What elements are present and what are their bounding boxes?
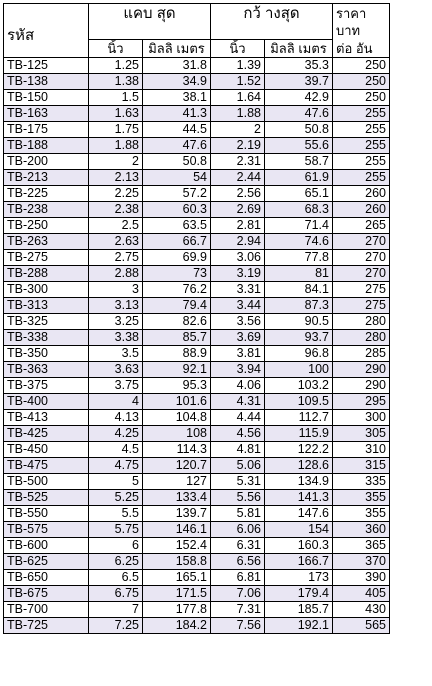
cell-price: 290	[333, 362, 390, 378]
cell-narrow-inch: 1.75	[89, 122, 143, 138]
cell-wide-mm: 103.2	[265, 378, 333, 394]
table-row	[4, 138, 390, 154]
cell-narrow-mm: 95.3	[143, 378, 211, 394]
cell-code: TB-375	[4, 378, 89, 394]
cell-narrow-mm: 165.1	[143, 570, 211, 586]
header-widest: กว้ างสุด	[211, 4, 333, 40]
cell-wide-inch: 7.56	[211, 618, 265, 634]
cell-code: TB-125	[4, 58, 89, 74]
cell-narrow-mm: 63.5	[143, 218, 211, 234]
cell-narrow-mm: 31.8	[143, 58, 211, 74]
table-row	[4, 106, 390, 122]
cell-narrow-inch: 6	[89, 538, 143, 554]
cell-wide-mm: 134.9	[265, 474, 333, 490]
header-wide-inch: นิ้ว	[211, 40, 265, 58]
cell-wide-mm: 68.3	[265, 202, 333, 218]
cell-wide-inch: 4.81	[211, 442, 265, 458]
header-price	[333, 4, 390, 40]
header-code: รหัส	[4, 4, 89, 58]
cell-code: TB-213	[4, 170, 89, 186]
table-row	[4, 394, 390, 410]
table-row	[4, 234, 390, 250]
table-row	[4, 602, 390, 618]
cell-wide-mm: 61.9	[265, 170, 333, 186]
cell-wide-inch: 3.31	[211, 282, 265, 298]
table-row	[4, 202, 390, 218]
cell-code: TB-238	[4, 202, 89, 218]
cell-code: TB-275	[4, 250, 89, 266]
cell-wide-inch: 5.06	[211, 458, 265, 474]
cell-wide-mm: 115.9	[265, 426, 333, 442]
cell-code: TB-363	[4, 362, 89, 378]
cell-narrow-inch: 6.75	[89, 586, 143, 602]
cell-price: 255	[333, 138, 390, 154]
header-wide-mm: มิลลิ เมตร	[265, 40, 333, 58]
cell-price: 390	[333, 570, 390, 586]
cell-price: 260	[333, 186, 390, 202]
cell-code: TB-250	[4, 218, 89, 234]
cell-price: 255	[333, 122, 390, 138]
cell-wide-inch: 1.64	[211, 90, 265, 106]
cell-wide-inch: 1.52	[211, 74, 265, 90]
cell-code: TB-525	[4, 490, 89, 506]
cell-narrow-mm: 44.5	[143, 122, 211, 138]
cell-narrow-mm: 57.2	[143, 186, 211, 202]
cell-narrow-mm: 120.7	[143, 458, 211, 474]
cell-price: 250	[333, 74, 390, 90]
cell-narrow-inch: 3.5	[89, 346, 143, 362]
cell-wide-mm: 112.7	[265, 410, 333, 426]
cell-wide-inch: 2.31	[211, 154, 265, 170]
cell-wide-inch: 7.06	[211, 586, 265, 602]
table-row	[4, 170, 390, 186]
cell-price: 405	[333, 586, 390, 602]
cell-wide-mm: 147.6	[265, 506, 333, 522]
cell-wide-mm: 122.2	[265, 442, 333, 458]
cell-wide-mm: 141.3	[265, 490, 333, 506]
cell-price: 255	[333, 106, 390, 122]
cell-narrow-mm: 114.3	[143, 442, 211, 458]
cell-code: TB-225	[4, 186, 89, 202]
table-row	[4, 506, 390, 522]
cell-narrow-mm: 69.9	[143, 250, 211, 266]
cell-code: TB-338	[4, 330, 89, 346]
table-row	[4, 282, 390, 298]
cell-narrow-mm: 76.2	[143, 282, 211, 298]
table-row	[4, 58, 390, 74]
cell-price: 300	[333, 410, 390, 426]
cell-wide-mm: 42.9	[265, 90, 333, 106]
cell-price: 280	[333, 330, 390, 346]
table-row	[4, 570, 390, 586]
cell-narrow-inch: 2.75	[89, 250, 143, 266]
cell-wide-mm: 128.6	[265, 458, 333, 474]
cell-narrow-mm: 60.3	[143, 202, 211, 218]
cell-wide-inch: 2.69	[211, 202, 265, 218]
cell-wide-mm: 71.4	[265, 218, 333, 234]
table-row	[4, 250, 390, 266]
cell-wide-inch: 6.31	[211, 538, 265, 554]
cell-narrow-inch: 3.63	[89, 362, 143, 378]
cell-narrow-inch: 3.13	[89, 298, 143, 314]
cell-narrow-mm: 171.5	[143, 586, 211, 602]
cell-wide-inch: 4.56	[211, 426, 265, 442]
cell-price: 265	[333, 218, 390, 234]
cell-wide-mm: 96.8	[265, 346, 333, 362]
table-row	[4, 538, 390, 554]
cell-price: 260	[333, 202, 390, 218]
cell-narrow-inch: 2.88	[89, 266, 143, 282]
cell-wide-mm: 109.5	[265, 394, 333, 410]
cell-narrow-inch: 1.5	[89, 90, 143, 106]
cell-wide-mm: 192.1	[265, 618, 333, 634]
cell-wide-mm: 39.7	[265, 74, 333, 90]
cell-wide-inch: 3.81	[211, 346, 265, 362]
cell-price: 430	[333, 602, 390, 618]
cell-price: 255	[333, 154, 390, 170]
table-row	[4, 554, 390, 570]
cell-wide-inch: 4.06	[211, 378, 265, 394]
cell-narrow-inch: 5	[89, 474, 143, 490]
cell-narrow-mm: 73	[143, 266, 211, 282]
cell-wide-inch: 3.56	[211, 314, 265, 330]
cell-wide-mm: 179.4	[265, 586, 333, 602]
cell-narrow-mm: 41.3	[143, 106, 211, 122]
cell-narrow-inch: 1.63	[89, 106, 143, 122]
cell-wide-inch: 6.81	[211, 570, 265, 586]
cell-code: TB-500	[4, 474, 89, 490]
cell-code: TB-163	[4, 106, 89, 122]
table-row	[4, 122, 390, 138]
cell-code: TB-425	[4, 426, 89, 442]
cell-wide-mm: 84.1	[265, 282, 333, 298]
cell-wide-inch: 6.06	[211, 522, 265, 538]
cell-code: TB-450	[4, 442, 89, 458]
cell-wide-mm: 100	[265, 362, 333, 378]
cell-wide-mm: 93.7	[265, 330, 333, 346]
cell-narrow-inch: 2.13	[89, 170, 143, 186]
table-row	[4, 490, 390, 506]
cell-narrow-inch: 6.5	[89, 570, 143, 586]
table-row	[4, 266, 390, 282]
cell-price: 355	[333, 490, 390, 506]
cell-price: 270	[333, 234, 390, 250]
cell-wide-mm: 185.7	[265, 602, 333, 618]
cell-narrow-inch: 1.38	[89, 74, 143, 90]
table-row	[4, 410, 390, 426]
cell-narrow-mm: 133.4	[143, 490, 211, 506]
cell-wide-inch: 1.88	[211, 106, 265, 122]
cell-narrow-inch: 1.25	[89, 58, 143, 74]
header-narrow-mm: มิลลิ เมตร	[143, 40, 211, 58]
cell-wide-inch: 5.31	[211, 474, 265, 490]
cell-wide-inch: 3.06	[211, 250, 265, 266]
table-row	[4, 314, 390, 330]
table-row	[4, 186, 390, 202]
cell-price: 295	[333, 394, 390, 410]
cell-narrow-inch: 2	[89, 154, 143, 170]
cell-code: TB-188	[4, 138, 89, 154]
cell-narrow-inch: 2.25	[89, 186, 143, 202]
cell-wide-mm: 166.7	[265, 554, 333, 570]
cell-wide-mm: 160.3	[265, 538, 333, 554]
cell-narrow-mm: 88.9	[143, 346, 211, 362]
cell-narrow-mm: 47.6	[143, 138, 211, 154]
cell-wide-mm: 87.3	[265, 298, 333, 314]
cell-wide-inch: 3.19	[211, 266, 265, 282]
cell-wide-inch: 5.81	[211, 506, 265, 522]
cell-wide-mm: 74.6	[265, 234, 333, 250]
header-price-line3: ต่อ อัน	[333, 40, 390, 58]
cell-wide-mm: 58.7	[265, 154, 333, 170]
price-table-container	[3, 3, 390, 634]
cell-price: 315	[333, 458, 390, 474]
cell-narrow-inch: 5.25	[89, 490, 143, 506]
header-row-main	[4, 4, 390, 40]
cell-code: TB-675	[4, 586, 89, 602]
cell-code: TB-725	[4, 618, 89, 634]
table-row	[4, 74, 390, 90]
cell-price: 275	[333, 282, 390, 298]
cell-narrow-inch: 5.5	[89, 506, 143, 522]
table-row	[4, 442, 390, 458]
table-row	[4, 378, 390, 394]
cell-wide-mm: 77.8	[265, 250, 333, 266]
cell-price: 355	[333, 506, 390, 522]
cell-wide-inch: 2.94	[211, 234, 265, 250]
cell-narrow-mm: 54	[143, 170, 211, 186]
cell-code: TB-313	[4, 298, 89, 314]
cell-narrow-mm: 92.1	[143, 362, 211, 378]
cell-wide-inch: 3.69	[211, 330, 265, 346]
cell-narrow-inch: 3.25	[89, 314, 143, 330]
cell-wide-inch: 6.56	[211, 554, 265, 570]
cell-code: TB-600	[4, 538, 89, 554]
cell-price: 255	[333, 170, 390, 186]
header-price-line1: ราคา	[336, 6, 367, 21]
cell-narrow-mm: 79.4	[143, 298, 211, 314]
cell-price: 290	[333, 378, 390, 394]
cell-wide-mm: 65.1	[265, 186, 333, 202]
cell-narrow-inch: 4	[89, 394, 143, 410]
cell-code: TB-550	[4, 506, 89, 522]
cell-wide-mm: 90.5	[265, 314, 333, 330]
table-body	[4, 58, 390, 634]
cell-narrow-mm: 50.8	[143, 154, 211, 170]
cell-narrow-inch: 6.25	[89, 554, 143, 570]
cell-narrow-inch: 3	[89, 282, 143, 298]
cell-wide-inch: 2.56	[211, 186, 265, 202]
cell-code: TB-138	[4, 74, 89, 90]
cell-narrow-inch: 4.25	[89, 426, 143, 442]
cell-price: 305	[333, 426, 390, 442]
table-row	[4, 362, 390, 378]
cell-narrow-inch: 3.38	[89, 330, 143, 346]
cell-wide-mm: 173	[265, 570, 333, 586]
cell-wide-mm: 35.3	[265, 58, 333, 74]
header-narrowest: แคบ สุด	[89, 4, 211, 40]
header-narrow-inch: นิ้ว	[89, 40, 143, 58]
table-row	[4, 298, 390, 314]
cell-code: TB-413	[4, 410, 89, 426]
cell-price: 250	[333, 58, 390, 74]
cell-code: TB-300	[4, 282, 89, 298]
cell-narrow-inch: 2.5	[89, 218, 143, 234]
table-row	[4, 586, 390, 602]
cell-narrow-mm: 85.7	[143, 330, 211, 346]
table-row	[4, 522, 390, 538]
cell-code: TB-700	[4, 602, 89, 618]
table-row	[4, 458, 390, 474]
table-row	[4, 90, 390, 106]
table-row	[4, 618, 390, 634]
header-price-line2: บาท	[336, 23, 361, 38]
cell-narrow-inch: 2.63	[89, 234, 143, 250]
table-row	[4, 426, 390, 442]
cell-narrow-mm: 104.8	[143, 410, 211, 426]
cell-narrow-inch: 7.25	[89, 618, 143, 634]
cell-price: 370	[333, 554, 390, 570]
cell-wide-inch: 7.31	[211, 602, 265, 618]
cell-price: 280	[333, 314, 390, 330]
price-table	[3, 3, 390, 634]
cell-price: 275	[333, 298, 390, 314]
table-row	[4, 474, 390, 490]
cell-wide-inch: 2	[211, 122, 265, 138]
cell-narrow-inch: 4.13	[89, 410, 143, 426]
cell-code: TB-175	[4, 122, 89, 138]
cell-narrow-inch: 5.75	[89, 522, 143, 538]
cell-narrow-inch: 4.5	[89, 442, 143, 458]
cell-wide-inch: 5.56	[211, 490, 265, 506]
cell-code: TB-400	[4, 394, 89, 410]
cell-price: 360	[333, 522, 390, 538]
cell-wide-inch: 3.94	[211, 362, 265, 378]
cell-narrow-mm: 152.4	[143, 538, 211, 554]
cell-wide-inch: 1.39	[211, 58, 265, 74]
cell-narrow-mm: 38.1	[143, 90, 211, 106]
cell-price: 310	[333, 442, 390, 458]
cell-narrow-mm: 146.1	[143, 522, 211, 538]
cell-narrow-mm: 127	[143, 474, 211, 490]
cell-price: 270	[333, 266, 390, 282]
cell-price: 565	[333, 618, 390, 634]
cell-wide-mm: 55.6	[265, 138, 333, 154]
cell-narrow-mm: 82.6	[143, 314, 211, 330]
cell-price: 250	[333, 90, 390, 106]
cell-narrow-mm: 184.2	[143, 618, 211, 634]
cell-code: TB-200	[4, 154, 89, 170]
cell-wide-mm: 47.6	[265, 106, 333, 122]
cell-code: TB-263	[4, 234, 89, 250]
cell-narrow-mm: 177.8	[143, 602, 211, 618]
cell-code: TB-350	[4, 346, 89, 362]
cell-narrow-inch: 1.88	[89, 138, 143, 154]
cell-wide-inch: 2.44	[211, 170, 265, 186]
table-row	[4, 330, 390, 346]
cell-wide-inch: 2.19	[211, 138, 265, 154]
cell-code: TB-575	[4, 522, 89, 538]
cell-narrow-inch: 4.75	[89, 458, 143, 474]
cell-code: TB-325	[4, 314, 89, 330]
cell-wide-mm: 50.8	[265, 122, 333, 138]
cell-price: 285	[333, 346, 390, 362]
cell-price: 335	[333, 474, 390, 490]
cell-wide-inch: 3.44	[211, 298, 265, 314]
cell-narrow-inch: 7	[89, 602, 143, 618]
table-row	[4, 346, 390, 362]
cell-narrow-mm: 108	[143, 426, 211, 442]
cell-price: 270	[333, 250, 390, 266]
cell-code: TB-288	[4, 266, 89, 282]
cell-code: TB-625	[4, 554, 89, 570]
cell-code: TB-650	[4, 570, 89, 586]
cell-narrow-inch: 3.75	[89, 378, 143, 394]
cell-code: TB-150	[4, 90, 89, 106]
cell-wide-mm: 154	[265, 522, 333, 538]
cell-wide-inch: 2.81	[211, 218, 265, 234]
cell-narrow-mm: 101.6	[143, 394, 211, 410]
cell-narrow-inch: 2.38	[89, 202, 143, 218]
cell-narrow-mm: 34.9	[143, 74, 211, 90]
table-row	[4, 154, 390, 170]
table-row	[4, 218, 390, 234]
cell-narrow-mm: 158.8	[143, 554, 211, 570]
cell-wide-inch: 4.44	[211, 410, 265, 426]
cell-wide-mm: 81	[265, 266, 333, 282]
cell-narrow-mm: 66.7	[143, 234, 211, 250]
cell-wide-inch: 4.31	[211, 394, 265, 410]
cell-code: TB-475	[4, 458, 89, 474]
cell-narrow-mm: 139.7	[143, 506, 211, 522]
cell-price: 365	[333, 538, 390, 554]
